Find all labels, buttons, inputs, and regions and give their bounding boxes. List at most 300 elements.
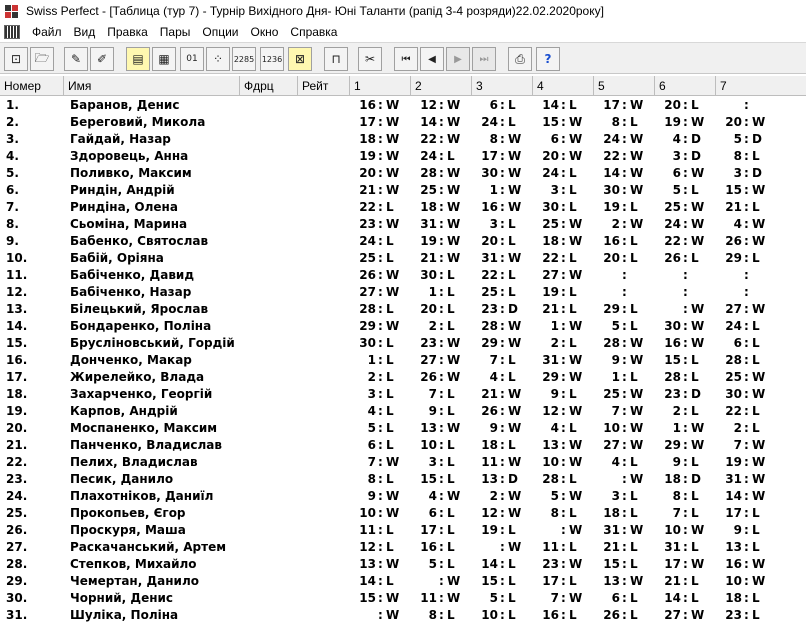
- menu-view[interactable]: Вид: [73, 25, 96, 39]
- round-result: L: [447, 540, 455, 554]
- table-header: [0, 76, 806, 96]
- round-sep: :: [439, 472, 444, 486]
- table-row[interactable]: [0, 165, 806, 182]
- player-name: Степков, Михайло: [70, 557, 197, 571]
- round-opponent: 17: [542, 574, 559, 588]
- round-sep: :: [744, 251, 749, 265]
- round-sep: :: [683, 132, 688, 146]
- round-result: W: [752, 472, 766, 486]
- round-result: W: [752, 183, 766, 197]
- round-opponent: 23: [664, 387, 681, 401]
- round-result: D: [752, 166, 762, 180]
- round-result: L: [691, 506, 699, 520]
- round-sep: :: [622, 438, 627, 452]
- round-sep: :: [622, 523, 627, 537]
- col-round-6[interactable]: 6: [655, 76, 716, 96]
- round-result: D: [508, 472, 518, 486]
- round-opponent: 10: [359, 506, 376, 520]
- round-result: W: [630, 421, 644, 435]
- col-round-2[interactable]: 2: [411, 76, 472, 96]
- menu-options[interactable]: Опции: [202, 25, 239, 39]
- table-row[interactable]: [0, 131, 806, 148]
- round-result: W: [508, 336, 522, 350]
- round-result: W: [447, 421, 461, 435]
- round-sep: :: [500, 438, 505, 452]
- table-row[interactable]: [0, 250, 806, 267]
- round-result: L: [569, 421, 577, 435]
- round-result: L: [752, 540, 760, 554]
- round-opponent: 3: [550, 183, 559, 197]
- round-result: L: [386, 336, 394, 350]
- round-sep: :: [378, 115, 383, 129]
- round-sep: :: [683, 557, 688, 571]
- help-icon[interactable]: ?: [536, 47, 560, 71]
- round-result: L: [447, 455, 455, 469]
- round-result: L: [569, 98, 577, 112]
- table-row[interactable]: [0, 233, 806, 250]
- table-row[interactable]: [0, 284, 806, 301]
- round-result: L: [569, 387, 577, 401]
- round-opponent: 24: [420, 149, 437, 163]
- round-sep: :: [500, 557, 505, 571]
- round-result: L: [447, 404, 455, 418]
- round-opponent: 31: [542, 353, 559, 367]
- round-result: L: [386, 251, 394, 265]
- table-row[interactable]: [0, 488, 806, 505]
- round-opponent: 2: [611, 217, 620, 231]
- menu-edit[interactable]: Правка: [107, 25, 148, 39]
- round-opponent: 3: [367, 387, 376, 401]
- round-sep: :: [500, 200, 505, 214]
- round-opponent: 1: [428, 285, 437, 299]
- round-result: W: [691, 336, 705, 350]
- round-result: L: [508, 268, 516, 282]
- round-result: L: [386, 523, 394, 537]
- round-opponent: 20: [664, 98, 681, 112]
- round-sep: :: [622, 115, 627, 129]
- standings-table: [0, 97, 806, 624]
- round-result: L: [752, 404, 760, 418]
- round-result: L: [569, 336, 577, 350]
- round-opponent: 20: [481, 234, 498, 248]
- player-name: Панченко, Владислав: [70, 438, 222, 452]
- round-opponent: 2: [672, 404, 681, 418]
- player-name: Плахотніков, Даниїл: [70, 489, 214, 503]
- open-icon[interactable]: 🗁: [30, 47, 54, 71]
- round-sep: :: [439, 438, 444, 452]
- col-round-5[interactable]: 5: [594, 76, 655, 96]
- menu-pairs[interactable]: Пары: [159, 25, 191, 39]
- round-opponent: 28: [359, 302, 376, 316]
- round-opponent: 25: [664, 200, 681, 214]
- round-opponent: 11: [359, 523, 376, 537]
- round-sep: :: [744, 115, 749, 129]
- round-sep: :: [561, 591, 566, 605]
- next-icon[interactable]: ▶: [446, 47, 470, 71]
- round-opponent: 3: [489, 217, 498, 231]
- player-name: Бондаренко, Поліна: [70, 319, 212, 333]
- round-sep: :: [378, 608, 383, 622]
- toolbar: [0, 42, 806, 74]
- round-opponent: 6: [611, 591, 620, 605]
- table-row[interactable]: [0, 182, 806, 199]
- round-opponent: 9: [672, 455, 681, 469]
- table-row[interactable]: [0, 522, 806, 539]
- round-opponent: 16: [359, 98, 376, 112]
- round-opponent: 1: [489, 183, 498, 197]
- round-result: W: [386, 183, 400, 197]
- round-sep: :: [622, 183, 627, 197]
- round-opponent: 29: [603, 302, 620, 316]
- round-opponent: 15: [725, 183, 742, 197]
- round-result: W: [691, 234, 705, 248]
- menu-window[interactable]: Окно: [250, 25, 279, 39]
- round-result: D: [508, 302, 518, 316]
- round-result: L: [508, 98, 516, 112]
- round-opponent: 6: [733, 336, 742, 350]
- round-sep: :: [744, 523, 749, 537]
- table-row[interactable]: [0, 556, 806, 573]
- round-result: W: [569, 115, 583, 129]
- table-row[interactable]: [0, 437, 806, 454]
- round-sep: :: [622, 404, 627, 418]
- round-sep: :: [500, 98, 505, 112]
- round-opponent: 10: [420, 438, 437, 452]
- pen-icon[interactable]: ✎: [64, 47, 88, 71]
- player-name: Чорний, Денис: [70, 591, 174, 605]
- round-opponent: 29: [542, 370, 559, 384]
- rating-1236-icon[interactable]: 1236: [260, 47, 284, 71]
- table-row[interactable]: [0, 505, 806, 522]
- round-result: W: [447, 200, 461, 214]
- round-result: W: [752, 115, 766, 129]
- app-icon: [4, 3, 20, 19]
- round-opponent: 21: [359, 183, 376, 197]
- round-opponent: 21: [481, 387, 498, 401]
- round-opponent: 21: [542, 302, 559, 316]
- round-opponent: 9: [611, 353, 620, 367]
- round-opponent: 11: [542, 540, 559, 554]
- round-sep: :: [500, 353, 505, 367]
- round-opponent: 17: [359, 115, 376, 129]
- round-result: L: [447, 523, 455, 537]
- round-opponent: 27: [664, 608, 681, 622]
- col-round-1[interactable]: 1: [350, 76, 411, 96]
- round-opponent: 23: [725, 608, 742, 622]
- player-name: Жирелейко, Влада: [70, 370, 205, 384]
- round-opponent: 14: [603, 166, 620, 180]
- round-result: W: [447, 336, 461, 350]
- round-result: W: [386, 489, 400, 503]
- table-row[interactable]: [0, 420, 806, 437]
- table-row[interactable]: [0, 318, 806, 335]
- round-opponent: 10: [542, 455, 559, 469]
- round-sep: :: [622, 540, 627, 554]
- round-sep: :: [439, 234, 444, 248]
- round-sep: :: [683, 591, 688, 605]
- round-sep: :: [744, 166, 749, 180]
- round-opponent: 28: [603, 336, 620, 350]
- round-result: W: [447, 370, 461, 384]
- round-result: L: [691, 353, 699, 367]
- round-result: W: [569, 438, 583, 452]
- menu-file[interactable]: Файл: [32, 25, 62, 39]
- round-opponent: 24: [603, 132, 620, 146]
- round-sep: :: [378, 200, 383, 214]
- round-opponent: 7: [550, 591, 559, 605]
- player-number: 8.: [6, 217, 19, 231]
- round-opponent: 10: [725, 574, 742, 588]
- round-sep: :: [378, 523, 383, 537]
- round-result: L: [569, 200, 577, 214]
- round-sep: :: [561, 506, 566, 520]
- round-result: L: [508, 574, 516, 588]
- round-opponent: 15: [603, 557, 620, 571]
- player-name: Брусліновський, Гордій: [70, 336, 235, 350]
- player-number: 15.: [6, 336, 28, 350]
- round-sep: :: [500, 251, 505, 265]
- table-row[interactable]: [0, 352, 806, 369]
- pairing-icon[interactable]: ⊠: [288, 47, 312, 71]
- round-opponent: 9: [367, 489, 376, 503]
- round-opponent: 10: [664, 523, 681, 537]
- pen-clear-icon[interactable]: ✐: [90, 47, 114, 71]
- round-result: D: [752, 132, 762, 146]
- round-sep: :: [622, 472, 627, 486]
- table-row[interactable]: [0, 590, 806, 607]
- round-sep: :: [500, 523, 505, 537]
- round-sep: :: [439, 217, 444, 231]
- round-result: W: [508, 183, 522, 197]
- round-sep: :: [561, 149, 566, 163]
- round-result: L: [630, 455, 638, 469]
- round-sep: :: [500, 234, 505, 248]
- round-result: L: [752, 149, 760, 163]
- round-opponent: 18: [603, 506, 620, 520]
- round-sep: :: [683, 166, 688, 180]
- round-result: W: [569, 523, 583, 537]
- first-icon[interactable]: ⏮: [394, 47, 418, 71]
- round-result: W: [691, 166, 705, 180]
- round-result: L: [691, 455, 699, 469]
- table-row[interactable]: [0, 301, 806, 318]
- round-opponent: 23: [481, 302, 498, 316]
- table-row[interactable]: [0, 454, 806, 471]
- round-opponent: 25: [542, 217, 559, 231]
- round-result: L: [752, 336, 760, 350]
- round-sep: :: [561, 489, 566, 503]
- round-opponent: 4: [489, 370, 498, 384]
- round-result: W: [386, 319, 400, 333]
- round-result: W: [630, 132, 644, 146]
- table-row[interactable]: [0, 216, 806, 233]
- round-sep: :: [439, 98, 444, 112]
- round-sep: :: [561, 200, 566, 214]
- round-sep: :: [744, 387, 749, 401]
- table-row[interactable]: [0, 471, 806, 488]
- round-result: L: [752, 608, 760, 622]
- table-row[interactable]: [0, 267, 806, 284]
- binary-icon[interactable]: 01: [180, 47, 204, 71]
- round-result: W: [691, 557, 705, 571]
- round-sep: :: [561, 472, 566, 486]
- new-icon[interactable]: ⊡: [4, 47, 28, 71]
- table-row[interactable]: [0, 114, 806, 131]
- round-result: W: [752, 370, 766, 384]
- round-opponent: 17: [664, 557, 681, 571]
- round-result: W: [630, 98, 644, 112]
- table-row[interactable]: [0, 148, 806, 165]
- round-result: D: [691, 472, 701, 486]
- round-result: W: [508, 540, 522, 554]
- round-sep: :: [744, 285, 749, 299]
- col-round-3[interactable]: 3: [472, 76, 533, 96]
- round-sep: :: [439, 149, 444, 163]
- round-opponent: 4: [611, 455, 620, 469]
- table-row[interactable]: [0, 573, 806, 590]
- round-sep: :: [439, 421, 444, 435]
- round-opponent: 29: [481, 336, 498, 350]
- round-opponent: 21: [420, 251, 437, 265]
- round-opponent: 29: [664, 438, 681, 452]
- round-sep: :: [622, 166, 627, 180]
- round-result: W: [569, 404, 583, 418]
- col-number[interactable]: Номер: [0, 76, 64, 96]
- round-sep: :: [683, 217, 688, 231]
- round-sep: :: [561, 336, 566, 350]
- round-result: W: [386, 268, 400, 282]
- round-result: L: [447, 557, 455, 571]
- round-sep: :: [683, 115, 688, 129]
- round-opponent: 13: [359, 557, 376, 571]
- round-sep: :: [622, 234, 627, 248]
- col-rating[interactable]: Рейт: [298, 76, 350, 96]
- round-sep: :: [744, 540, 749, 554]
- round-result: D: [691, 387, 701, 401]
- round-sep: :: [500, 132, 505, 146]
- col-federation[interactable]: Фдрц: [240, 76, 298, 96]
- round-opponent: 24: [725, 319, 742, 333]
- columns-icon[interactable]: ⊓: [324, 47, 348, 71]
- round-sep: :: [439, 557, 444, 571]
- cut-icon[interactable]: ✂: [358, 47, 382, 71]
- round-result: W: [630, 149, 644, 163]
- player-number: 3.: [6, 132, 19, 146]
- round-opponent: 22: [603, 149, 620, 163]
- round-sep: :: [622, 200, 627, 214]
- round-opponent: 26: [359, 268, 376, 282]
- round-result: L: [386, 387, 394, 401]
- round-result: W: [386, 285, 400, 299]
- round-result: L: [508, 115, 516, 129]
- round-sep: :: [744, 421, 749, 435]
- round-result: W: [447, 251, 461, 265]
- player-name: Риндін, Андрій: [70, 183, 175, 197]
- player-name: Прокопьев, Єгор: [70, 506, 186, 520]
- round-sep: :: [561, 234, 566, 248]
- round-opponent: 5: [489, 591, 498, 605]
- table-row[interactable]: [0, 335, 806, 352]
- table-row[interactable]: [0, 403, 806, 420]
- round-opponent: 27: [359, 285, 376, 299]
- round-opponent: 30: [725, 387, 742, 401]
- table-row[interactable]: [0, 97, 806, 114]
- round-sep: :: [378, 404, 383, 418]
- round-sep: :: [439, 268, 444, 282]
- round-opponent: 31: [725, 472, 742, 486]
- round-result: W: [508, 149, 522, 163]
- round-result: L: [386, 540, 394, 554]
- round-sep: :: [622, 98, 627, 112]
- round-sep: :: [439, 574, 444, 588]
- round-sep: :: [378, 234, 383, 248]
- round-result: W: [386, 217, 400, 231]
- round-result: W: [386, 132, 400, 146]
- table-row[interactable]: [0, 539, 806, 556]
- round-opponent: 22: [542, 251, 559, 265]
- round-sep: :: [744, 268, 749, 282]
- round-opponent: 31: [603, 523, 620, 537]
- round-result: L: [630, 370, 638, 384]
- round-opponent: 17: [725, 506, 742, 520]
- player-name: Сьоміна, Марина: [70, 217, 188, 231]
- round-sep: :: [500, 268, 505, 282]
- player-number: 13.: [6, 302, 28, 316]
- prev-icon[interactable]: ◀: [420, 47, 444, 71]
- round-result: L: [569, 251, 577, 265]
- table-row[interactable]: [0, 607, 806, 624]
- title-bar: [0, 0, 806, 22]
- round-opponent: 15: [664, 353, 681, 367]
- round-result: L: [447, 506, 455, 520]
- round-result: W: [447, 132, 461, 146]
- round-opponent: 1: [550, 319, 559, 333]
- round-sep: :: [561, 608, 566, 622]
- round-opponent: 14: [542, 98, 559, 112]
- col-round-4[interactable]: 4: [533, 76, 594, 96]
- round-opponent: 1: [611, 370, 620, 384]
- notes-icon[interactable]: ▤: [126, 47, 150, 71]
- player-name: Бабій, Оріяна: [70, 251, 164, 265]
- print-icon[interactable]: ⎙: [508, 47, 532, 71]
- round-sep: :: [744, 336, 749, 350]
- round-sep: :: [439, 319, 444, 333]
- last-icon[interactable]: ⏭: [472, 47, 496, 71]
- round-opponent: 12: [542, 404, 559, 418]
- round-result: L: [691, 251, 699, 265]
- round-result: W: [752, 574, 766, 588]
- table-row[interactable]: [0, 199, 806, 216]
- round-opponent: 17: [420, 523, 437, 537]
- menu-help[interactable]: Справка: [290, 25, 338, 39]
- player-number: 10.: [6, 251, 28, 265]
- round-sep: :: [439, 523, 444, 537]
- round-sep: :: [561, 268, 566, 282]
- system-menu-icon[interactable]: [4, 25, 20, 39]
- round-opponent: 2: [367, 370, 376, 384]
- round-sep: :: [500, 285, 505, 299]
- col-round-7[interactable]: 7: [720, 79, 727, 93]
- table-row[interactable]: [0, 369, 806, 386]
- round-result: L: [447, 149, 455, 163]
- table-row[interactable]: [0, 386, 806, 403]
- round-sep: :: [439, 370, 444, 384]
- table-icon[interactable]: ▦: [152, 47, 176, 71]
- dots-icon[interactable]: ⁘: [206, 47, 230, 71]
- rating-2285-icon[interactable]: 2285: [232, 47, 256, 71]
- round-result: L: [447, 285, 455, 299]
- col-name[interactable]: Имя: [64, 76, 240, 96]
